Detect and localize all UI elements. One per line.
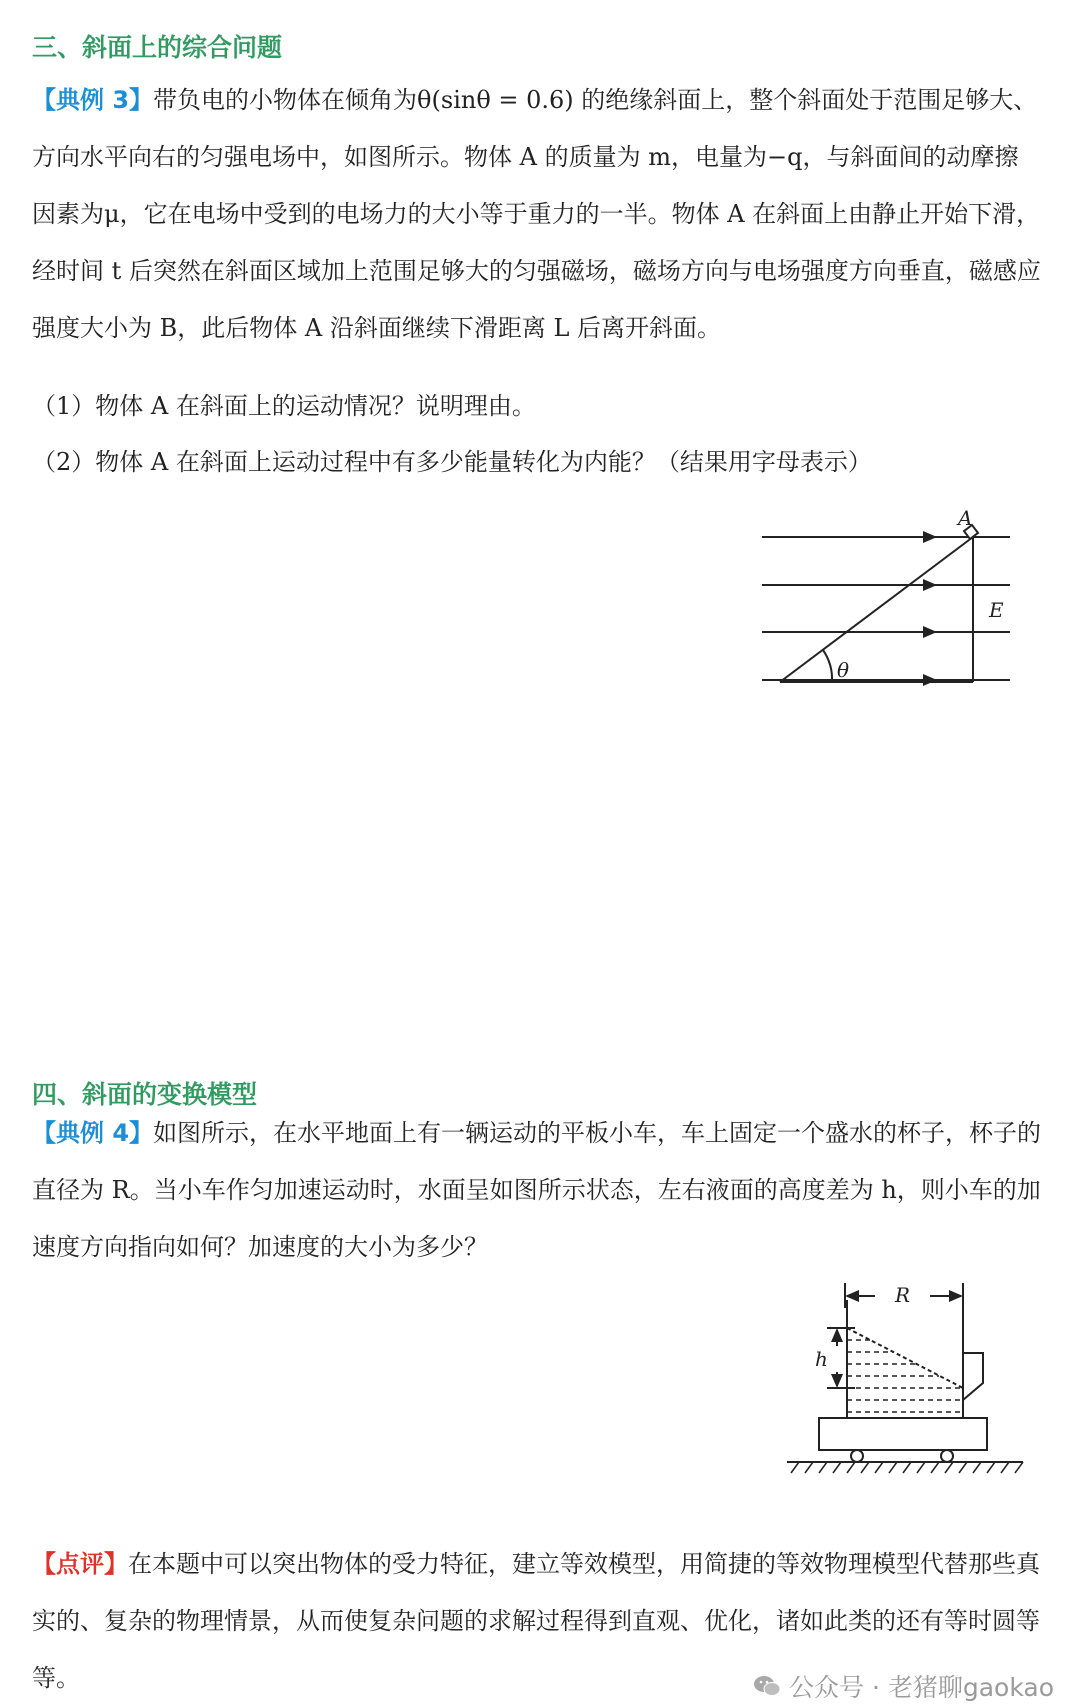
example-4-paragraph — [32, 1105, 1042, 1276]
example-3-tag: 【典例 3】 — [32, 86, 154, 114]
water-fill — [847, 1340, 961, 1412]
water-surface — [847, 1328, 963, 1388]
watermark-text: 公众号 · 老猪聊gaokao — [789, 1673, 1054, 1702]
ground-hatch — [791, 1462, 1023, 1473]
watermark — [753, 1668, 1054, 1704]
wheel-right — [941, 1450, 953, 1462]
example-3-paragraph — [32, 72, 1042, 357]
label-a: A — [958, 506, 973, 530]
section-3-title: 三、斜面上的综合问题 — [32, 33, 283, 62]
label-h: h — [815, 1347, 828, 1371]
wechat-icon — [753, 1674, 781, 1698]
comment-tag: 【点评】 — [32, 1550, 128, 1578]
cup-on-cart-figure — [775, 1278, 1045, 1478]
cart-body — [819, 1418, 987, 1450]
example-3-question-1: （1）物体 A 在斜面上的运动情况？说明理由。 — [32, 392, 536, 420]
angle-arc — [823, 650, 832, 682]
comment-text: 在本题中可以突出物体的受力特征，建立等效模型，用简捷的等效物理模型代替那些真实的、复杂的物理情景，从而使复杂问题的求解过程得到直观、优化，诸如此类的还有等时圆等等。 — [32, 1550, 1040, 1692]
cup-handle — [963, 1353, 983, 1400]
label-theta: θ — [837, 658, 850, 682]
example-4-text: 如图所示，在水平地面上有一辆运动的平板小车，车上固定一个盛水的杯子，杯子的直径为 R。当小车作匀加速运动时，水面呈如图所示状态，左右液面的高度差为 h，则小车的加速度方向指向如何？加速度的大小为多少？ — [32, 1119, 1042, 1261]
incline-line — [780, 537, 973, 682]
example-3-text: 带负电的小物体在倾角为θ(sinθ = 0.6) 的绝缘斜面上，整个斜面处于范围足够大、方向水平向右的匀强电场中，如图所示。物体 A 的质量为 m，电量为−q，与斜面间的动摩擦因素为μ，它在电场中受到的电场力的大小等于重力的一半。物体 A 在斜面上由静止开始下滑，经时间 t 后突然在斜面区域加上范围足够大的匀强磁场，磁场方向与电场强度方向垂直，磁感应强度大小为 B，此后物体 A 沿斜面继续下滑距离 L 后离开斜面。 — [32, 86, 1041, 342]
wheel-left — [851, 1450, 863, 1462]
incline-electric-field-figure — [760, 505, 1020, 705]
label-r: R — [895, 1283, 911, 1307]
example-4-tag: 【典例 4】 — [32, 1119, 154, 1147]
section-4-title: 四、斜面的变换模型 — [32, 1080, 258, 1109]
label-e: E — [989, 598, 1004, 622]
example-3-question-2: （2）物体 A 在斜面上运动过程中有多少能量转化为内能？（结果用字母表示） — [32, 448, 872, 476]
